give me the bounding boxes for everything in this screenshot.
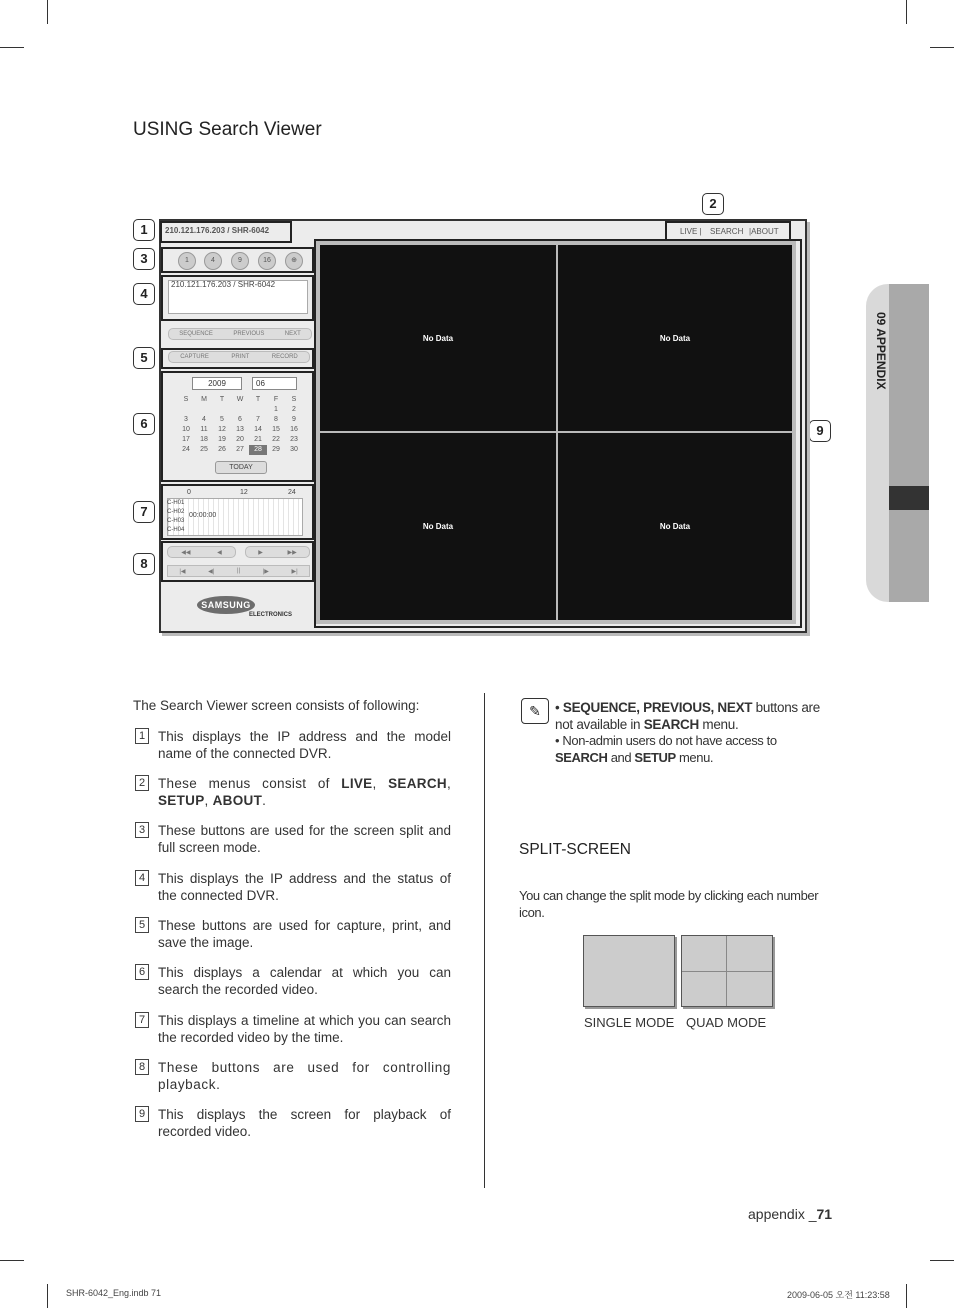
callout-3: 3 — [133, 248, 155, 270]
callout-6: 6 — [133, 413, 155, 435]
calendar-day — [231, 405, 249, 415]
menu-search[interactable]: SEARCH — [710, 227, 744, 236]
calendar-day[interactable]: 7 — [256, 416, 260, 423]
print-slug-file: SHR-6042_Eng.indb 71 — [66, 1288, 162, 1298]
play-icon[interactable]: ▶ — [258, 549, 263, 556]
crop-mark — [0, 1260, 24, 1261]
weekday-label: F — [273, 396, 279, 403]
sequence-button[interactable]: SEQUENCE — [179, 331, 213, 337]
calendar-day[interactable]: 24 — [182, 446, 190, 453]
next-button[interactable]: NEXT — [284, 331, 301, 337]
weekday-label: W — [236, 396, 244, 403]
timeline-start: 0 — [187, 489, 191, 496]
single-mode-thumbnail — [583, 935, 675, 1007]
calendar-day — [195, 405, 213, 415]
channel-label: C-H02 — [167, 509, 185, 515]
nav-buttons — [168, 328, 312, 340]
item-number: 6 — [135, 964, 149, 980]
calendar-day-selected[interactable]: 28 — [249, 445, 267, 455]
playback-rew-bar[interactable] — [167, 546, 236, 558]
item-number: 9 — [135, 1106, 149, 1122]
print-button[interactable]: PRINT — [231, 354, 250, 360]
video-pane[interactable]: No Data — [320, 433, 556, 620]
weekday-label: S — [291, 396, 297, 403]
weekday-label: S — [183, 396, 189, 403]
samsung-logo: SAMSUNG — [197, 596, 255, 614]
note-icon: ✎ — [521, 698, 549, 724]
quad-mode-thumbnail — [681, 935, 773, 1007]
split-9-button[interactable]: 9 — [231, 252, 249, 270]
side-tab-label: 09 APPENDIX — [874, 312, 888, 390]
list-item — [133, 964, 451, 998]
fast-rewind-icon[interactable]: ◀◀ — [181, 549, 191, 556]
video-pane[interactable]: No Data — [558, 245, 792, 431]
side-tab-strip — [889, 284, 929, 602]
crop-mark — [0, 47, 24, 48]
step-forward-icon[interactable]: |▶ — [262, 568, 269, 575]
calendar-day[interactable]: 8 — [274, 416, 278, 423]
timeline-grid[interactable] — [167, 498, 303, 536]
item-number: 1 — [135, 728, 149, 744]
split-1-button[interactable]: 1 — [178, 252, 196, 270]
step-back-icon[interactable]: ◀| — [208, 568, 215, 575]
calendar-day[interactable]: 1 — [274, 406, 278, 413]
channel-label: C-H01 — [167, 500, 185, 506]
calendar-day[interactable]: 22 — [272, 436, 280, 443]
calendar-grid — [177, 395, 303, 455]
calendar-day[interactable]: 16 — [290, 426, 298, 433]
calendar-day — [249, 405, 267, 415]
calendar-day[interactable]: 23 — [290, 436, 298, 443]
column-divider — [484, 693, 485, 1188]
status-text: 210.121.176.203 / SHR-6042 — [171, 280, 276, 289]
calendar-day[interactable]: 19 — [218, 436, 226, 443]
calendar-day[interactable]: 29 — [272, 446, 280, 453]
fast-forward-icon[interactable]: ▶▶ — [287, 549, 297, 556]
calendar-day[interactable]: 27 — [236, 446, 244, 453]
item-number: 5 — [135, 917, 149, 933]
calendar-day[interactable]: 25 — [200, 446, 208, 453]
single-mode-label: SINGLE MODE — [584, 1015, 675, 1030]
crop-mark — [47, 1284, 48, 1308]
previous-button[interactable]: PREVIOUS — [233, 331, 265, 337]
item-text: These buttons are used for capture, print, and save the image. — [158, 918, 451, 950]
crop-mark — [906, 0, 907, 24]
callout-9: 9 — [809, 420, 831, 442]
list-item — [133, 775, 451, 809]
item-number: 7 — [135, 1012, 149, 1028]
list-item — [133, 917, 451, 951]
timeline-channels — [167, 499, 184, 535]
side-tab-marker — [889, 486, 929, 510]
calendar-day — [177, 405, 195, 415]
month-select[interactable]: 06 — [252, 377, 297, 390]
page-footer: appendix _71 — [748, 1206, 833, 1222]
video-grid — [316, 241, 796, 624]
list-item — [133, 822, 451, 856]
crop-mark — [906, 1284, 907, 1308]
calendar-day[interactable]: 2 — [292, 406, 296, 413]
crop-mark — [930, 47, 954, 48]
today-button[interactable]: TODAY — [215, 461, 267, 474]
year-select[interactable]: 2009 — [192, 377, 242, 390]
capture-buttons — [168, 351, 310, 363]
item-text: This displays a calendar at which you can search the recorded video. — [158, 965, 451, 997]
item-text: These buttons are used for controlling playback. — [158, 1060, 451, 1092]
item-text: This displays the IP address and the model name of the connected DVR. — [158, 729, 451, 761]
item-text: These buttons are used for the screen split and full screen mode. — [158, 823, 451, 855]
list-item — [133, 1059, 451, 1093]
split-16-button[interactable]: 16 — [258, 252, 276, 270]
menu-live[interactable]: LIVE | — [680, 227, 702, 236]
intro-text: The Search Viewer screen consists of following: — [133, 698, 420, 713]
split-screen-text: You can change the split mode by clicking each number icon. — [519, 888, 819, 920]
item-number: 4 — [135, 870, 149, 886]
calendar-day[interactable]: 12 — [218, 426, 226, 433]
item-text: This displays the screen for playback of recorded video. — [158, 1107, 451, 1139]
calendar-day[interactable]: 21 — [254, 436, 262, 443]
calendar-day[interactable]: 18 — [200, 436, 208, 443]
callout-4: 4 — [133, 283, 155, 305]
video-pane[interactable]: No Data — [320, 245, 556, 431]
weekday-label: T — [255, 396, 261, 403]
ip-model-label: 210.121.176.203 / SHR-6042 — [165, 226, 270, 235]
callout-7: 7 — [133, 501, 155, 523]
pause-icon[interactable]: || — [236, 568, 241, 574]
note-line-2: • Non-admin users do not have access to SEARCH and SETUP menu. — [555, 733, 777, 765]
rewind-icon[interactable]: ◀ — [217, 549, 222, 556]
calendar-day[interactable]: 3 — [184, 416, 188, 423]
callout-1: 1 — [133, 219, 155, 241]
list-item — [133, 870, 451, 904]
timeline-mid: 12 — [240, 489, 248, 496]
calendar-day[interactable]: 30 — [290, 446, 298, 453]
note-line-1: • SEQUENCE, PREVIOUS, NEXT buttons are not available in SEARCH menu. — [555, 700, 820, 732]
page-title: USING Search Viewer — [133, 119, 322, 140]
capture-button[interactable]: CAPTURE — [180, 354, 209, 360]
item-number: 2 — [135, 775, 149, 791]
list-item — [133, 1012, 451, 1046]
calendar-day[interactable]: 10 — [182, 426, 190, 433]
timeline-time: 00:00:00 — [189, 512, 217, 519]
first-frame-icon[interactable]: |◀ — [179, 568, 186, 575]
list-item — [133, 728, 451, 762]
timeline-end: 24 — [288, 489, 296, 496]
crop-mark — [47, 0, 48, 24]
video-pane[interactable]: No Data — [558, 433, 792, 620]
print-slug-timestamp: 2009-06-05 오전 11:23:58 — [787, 1290, 890, 1300]
calendar-day[interactable]: 4 — [202, 416, 206, 423]
weekday-label: M — [201, 396, 207, 403]
playback-step-bar[interactable] — [167, 565, 310, 577]
menu-about[interactable]: |ABOUT — [749, 227, 779, 236]
item-text: This displays the IP address and the status of the connected DVR. — [158, 871, 451, 903]
crop-mark — [930, 1260, 954, 1261]
playback-fwd-bar[interactable] — [245, 546, 310, 558]
split-4-button[interactable]: 4 — [204, 252, 222, 270]
calendar-day[interactable]: 11 — [200, 426, 208, 433]
item-number: 8 — [135, 1059, 149, 1075]
calendar-day[interactable]: 26 — [218, 446, 226, 453]
calendar-day[interactable]: 9 — [292, 416, 296, 423]
calendar-day[interactable]: 20 — [236, 436, 244, 443]
item-number: 3 — [135, 822, 149, 838]
quad-mode-label: QUAD MODE — [686, 1015, 767, 1030]
channel-label: C-H04 — [167, 527, 185, 533]
callout-2: 2 — [702, 193, 724, 215]
calendar-day[interactable]: 17 — [182, 436, 190, 443]
record-button[interactable]: RECORD — [271, 354, 298, 360]
calendar-day[interactable]: 15 — [272, 426, 280, 433]
fullscreen-icon[interactable]: ⊕ — [285, 252, 303, 270]
samsung-electronics: ELECTRONICS — [249, 612, 293, 618]
callout-5: 5 — [133, 347, 155, 369]
item-text: These menus consist of LIVE, SEARCH, SETUP, ABOUT. — [158, 776, 451, 808]
channel-label: C-H03 — [167, 518, 185, 524]
item-text: This displays a timeline at which you can search the recorded video by the time. — [158, 1013, 451, 1045]
quad-divider — [682, 971, 772, 972]
calendar-day[interactable]: 5 — [220, 416, 224, 423]
split-screen-heading: SPLIT-SCREEN — [519, 841, 631, 858]
calendar-day[interactable]: 13 — [236, 426, 244, 433]
calendar-day[interactable]: 14 — [254, 426, 262, 433]
callout-8: 8 — [133, 553, 155, 575]
calendar-day — [213, 405, 231, 415]
weekday-label: T — [219, 396, 225, 403]
last-frame-icon[interactable]: ▶| — [291, 568, 298, 575]
calendar-day[interactable]: 6 — [238, 416, 242, 423]
list-item — [133, 1106, 451, 1140]
